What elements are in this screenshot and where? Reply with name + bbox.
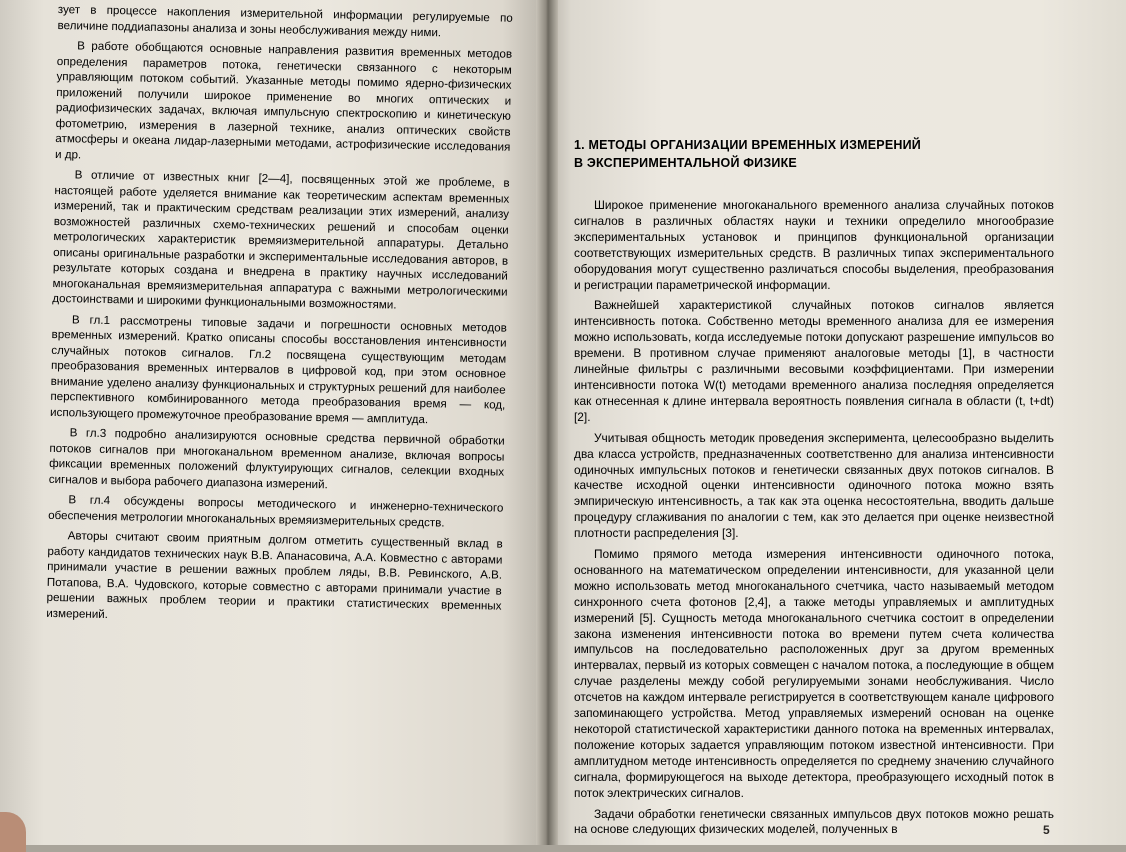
book-gutter [536,0,558,845]
right-paragraph: Важнейшей характеристикой случайных потоков сигналов является интенсивность потока. Собственно методы временного анализа для ее измерения можно использовать, когда исследуемые потоки допускают разрешение импульсов во времени. В противном случае применяют аналоговые методы [1], в частности линейные фильтры с различными весовыми коэффициентами. При измерении интенсивности потока W(t) методами временного анализа последняя определяется как отнесенная к длине интервала вероятность появления сигнала в области (t, t+dt) [2]. [574,298,1054,424]
right-paragraph: Помимо прямого метода измерения интенсивности одиночного потока, основанного на математическом определении интенсивности, для указанной цели можно использовать метод многоканального счетчика, часто называемый методом синхронного счета фотонов [2,4], а также методы управляемых и амплитудных измерений [5]. Сущность метода многоканального счетчика состоит в определении закона изменения интенсивности потока во времени путем счета количества импульсов на последовательно расположенных друг за другом временных интервалах, первый из которых совмещен с началом потока, а последующие в общем случае разделены между собой регулируемыми зонами необслуживания. Число отсчетов на каждом интервале регистрируется в соответствующем канале цифрового запоминающего устройства. Метод управляемых измерений основан на оценке некоторой статистической характеристики данного потока на временных интервалах, положение которых задается управляющим потоком известной интенсивности. При амплитудном методе интенсивность определяется по среднему значению случайного сигнала, формирующегося на выходе детектора, преобразующего исходный поток в поток электрических сигналов. [574,547,1054,800]
left-paragraph: В гл.1 рассмотрены типовые задачи и погрешности основных методов временных измерений. Кратко описаны способы восстановления интенсивности случайных потоков сигналов. Гл.2 посвящена существующим методам преобразования временных интервалов в цифровой код, при этом основное внимание уделено анализу функциональных и структурных решений для наиболее перспективного комбинированного метода преобразования время — код, использующего промежуточное преобразование время — амплитуда. [50,312,507,426]
chapter-heading-line1: 1. МЕТОДЫ ОРГАНИЗАЦИИ ВРЕМЕННЫХ ИЗМЕРЕНИЙ [574,138,921,152]
right-page-text [574,136,1054,843]
chapter-heading-line2: В ЭКСПЕРИМЕНТАЛЬНОЙ ФИЗИКЕ [574,156,797,170]
left-page-text [46,2,513,635]
left-paragraph: Авторы считают своим приятным долгом отметить существенный вклад в работу кандидатов технических наук В.В. Апанасовича, А.А. Ковместно с авторами принимали участие в решении важных проблем ляды, В.В. Ревинского, А.В. Потапова, В.А. Чудовского, которые совместно с авторами принимали участие в решении важных проблем теории и практики статистических временных измерений. [46,529,503,621]
chapter-heading [574,136,1054,172]
left-paragraph: В отличие от известных книг [2—4], посвященных этой же проблеме, в настоящей работе уделяется внимание как теоретическим аспектам временных измерений, так и практическим средствам реализации этих измерений, анализу возможностей различных схемо-технических решений и способам оценки метрологических характеристик времяизмерительной аппаратуры. Детально описаны оригинальные разработки и экспериментальные исследования авторов, в результате которых создана и внедрена в практику научных исследований многоканальная времяизмерительная аппаратура с важными метрологическими достоинствами и широкими функциональными возможностями. [52,168,510,312]
left-paragraph: В работе обобщаются основные направления развития временных методов определения параметров потока, генетически связанного с некоторым управляющим потоком событий. Указанные методы помимо ядерно-физических приложений получили широкое применение во многих оптических и радиофизических задачах, включая импульсную спектроскопию и кинетическую фотометрию, измерения в лазерной технике, анализ оптических свойств атмосферы и океана лидар-лазерными методами, астрофизические исследования и др. [54,39,513,161]
right-paragraph: Задачи обработки генетически связанных импульсов двух потоков можно решать на основе следующих физических моделей, полученных в [574,806,1054,837]
left-paragraph: В гл.3 подробно анализируются основные средства первичной обработки потоков сигналов при многоканальном временном анализе, включая вопросы фиксации временных положений флуктуирующих сигналов, селекции входных сигналов и выбора рабочего диапазона измерений. [48,426,505,491]
right-paragraph: Широкое применение многоканального временного анализа случайных потоков сигналов в различных областях науки и техники определило многообразие экспериментальных установок и принципов функциональной организации соответствующих измерительных средств. В различных типах экспериментального оборудования могут существенно различаться способы выделения, преобразования и регистрации параметрической информации. [574,198,1054,292]
left-paragraph: В гл.4 обсуждены вопросы методического и инженерно-технического обеспечения метрологии многоканальных времяизмерительных средств. [48,493,504,530]
right-paragraph: Учитывая общность методик проведения эксперимента, целесообразно выделить два класса устройств, предназначенных соответственно для анализа интенсивности одиночных импульсных потоков и генетически связанных двух потоков сигналов. В качестве исходной оценки интенсивности одиночного потока можно взять эмпирическую интенсивность, а так как эта оценка несостоятельна, вводить дальше процедуру сглаживания по аналогии с тем, как это делается при оценке неизвестной плотности распределения [3]. [574,430,1054,541]
page-number: 5 [1043,823,1050,837]
left-paragraph: зует в процессе накопления измерительной информации регулируемые по величине поддиапазоны анализа и зоны необслуживания между ними. [57,2,513,39]
